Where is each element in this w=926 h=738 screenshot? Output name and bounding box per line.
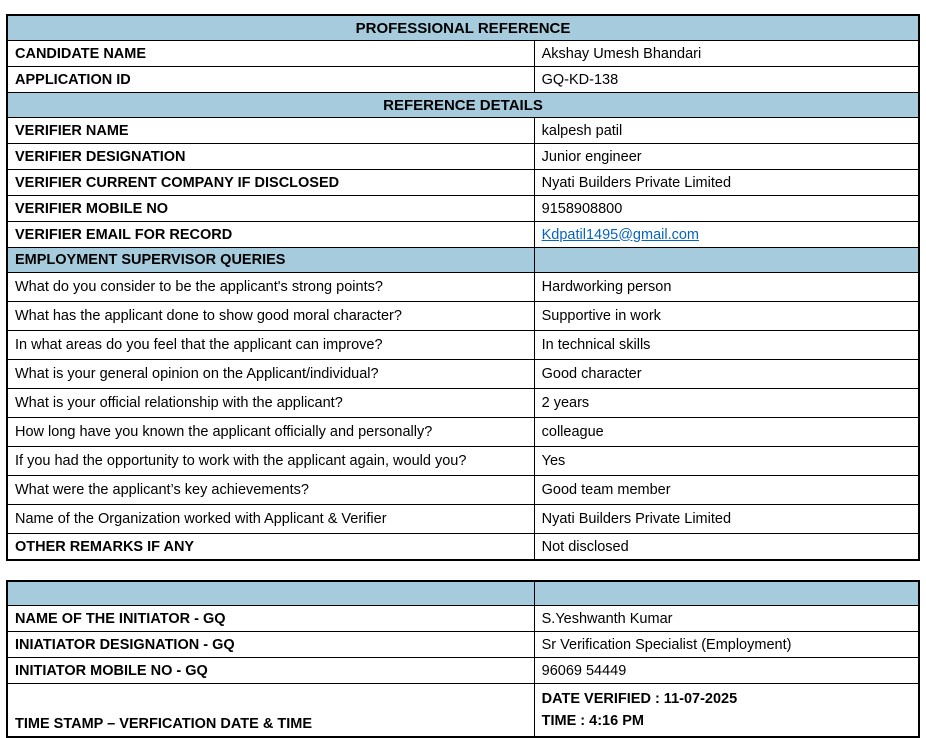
professional-reference-table [6, 14, 920, 561]
table-row [7, 606, 919, 632]
blank-band-cell-left [7, 581, 534, 606]
query-question: What do you consider to be the applicant's strong points? [7, 273, 534, 302]
section-title-supervisor-queries: EMPLOYMENT SUPERVISOR QUERIES [7, 248, 534, 273]
field-value-initiator-designation: Sr Verification Specialist (Employment) [534, 632, 919, 658]
field-value-initiator-mobile: 96069 54449 [534, 658, 919, 684]
query-question: What has the applicant done to show good moral character? [7, 302, 534, 331]
initiator-table [6, 580, 920, 738]
field-value-candidate-name: Akshay Umesh Bhandari [534, 41, 919, 67]
field-label-verifier-designation: VERIFIER DESIGNATION [7, 144, 534, 170]
table-row-remarks [7, 534, 919, 561]
table-row-queries-header [7, 248, 919, 273]
field-label-verifier-email: VERIFIER EMAIL FOR RECORD [7, 222, 534, 248]
field-value-verifier-email [534, 222, 919, 248]
table-row [7, 658, 919, 684]
field-label-other-remarks: OTHER REMARKS IF ANY [7, 534, 534, 561]
table-row-query [7, 360, 919, 389]
table-row-title [7, 15, 919, 41]
table-row [7, 41, 919, 67]
table-gap [6, 561, 922, 580]
field-value-initiator-name: S.Yeshwanth Kumar [534, 606, 919, 632]
field-label-verifier-company: VERIFIER CURRENT COMPANY IF DISCLOSED [7, 170, 534, 196]
timestamp-time-line: TIME : 4:16 PM [541, 713, 644, 729]
verifier-email-link[interactable]: Kdpatil1495@gmail.com [541, 226, 700, 243]
timestamp-date-line: DATE VERIFIED : 11-07-2025 [541, 690, 738, 707]
query-answer: Hardworking person [534, 273, 919, 302]
query-answer: Nyati Builders Private Limited [534, 505, 919, 534]
query-question: What is your official relationship with the applicant? [7, 389, 534, 418]
field-label-candidate-name: CANDIDATE NAME [7, 41, 534, 67]
query-question: Name of the Organization worked with Applicant & Verifier [7, 505, 534, 534]
table-row-query [7, 302, 919, 331]
field-label-verifier-name: VERIFIER NAME [7, 118, 534, 144]
query-answer: 2 years [534, 389, 919, 418]
field-value-other-remarks: Not disclosed [534, 534, 919, 561]
field-value-verifier-company: Nyati Builders Private Limited [534, 170, 919, 196]
field-label-initiator-mobile: INITIATOR MOBILE NO - GQ [7, 658, 534, 684]
query-question: In what areas do you feel that the applicant can improve? [7, 331, 534, 360]
table-row-query [7, 331, 919, 360]
field-value-verifier-mobile: 9158908800 [534, 196, 919, 222]
table-row [7, 222, 919, 248]
page-title: PROFESSIONAL REFERENCE [7, 15, 919, 41]
table-row-query [7, 389, 919, 418]
table-row [7, 632, 919, 658]
section-title-reference-details: REFERENCE DETAILS [7, 93, 919, 118]
query-answer: colleague [534, 418, 919, 447]
field-label-application-id: APPLICATION ID [7, 67, 534, 93]
query-answer: Supportive in work [534, 302, 919, 331]
blank-band-cell-right [534, 581, 919, 606]
query-answer: Good character [534, 360, 919, 389]
table-row [7, 67, 919, 93]
field-value-timestamp [534, 684, 919, 738]
table-row-query [7, 418, 919, 447]
query-question: If you had the opportunity to work with the applicant again, would you? [7, 447, 534, 476]
query-question: What is your general opinion on the Applicant/individual? [7, 360, 534, 389]
field-value-verifier-designation: Junior engineer [534, 144, 919, 170]
query-question: How long have you known the applicant officially and personally? [7, 418, 534, 447]
field-label-verifier-mobile: VERIFIER MOBILE NO [7, 196, 534, 222]
query-answer: Good team member [534, 476, 919, 505]
field-label-initiator-designation: INIATIATOR DESIGNATION - GQ [7, 632, 534, 658]
field-label-initiator-name: NAME OF THE INITIATOR - GQ [7, 606, 534, 632]
field-value-application-id: GQ-KD-138 [534, 67, 919, 93]
query-answer: Yes [534, 447, 919, 476]
query-answer: In technical skills [534, 331, 919, 360]
field-label-timestamp: TIME STAMP – VERFICATION DATE & TIME [7, 684, 534, 738]
table-row-query [7, 447, 919, 476]
table-row-query [7, 476, 919, 505]
table-row-blank-band [7, 581, 919, 606]
query-question: What were the applicant’s key achievements? [7, 476, 534, 505]
table-row [7, 170, 919, 196]
table-row-timestamp [7, 684, 919, 738]
table-row [7, 118, 919, 144]
table-row-query [7, 505, 919, 534]
queries-header-empty-cell [534, 248, 919, 273]
table-row-query [7, 273, 919, 302]
table-row [7, 144, 919, 170]
table-row-section-header [7, 93, 919, 118]
field-value-verifier-name: kalpesh patil [534, 118, 919, 144]
table-row [7, 196, 919, 222]
